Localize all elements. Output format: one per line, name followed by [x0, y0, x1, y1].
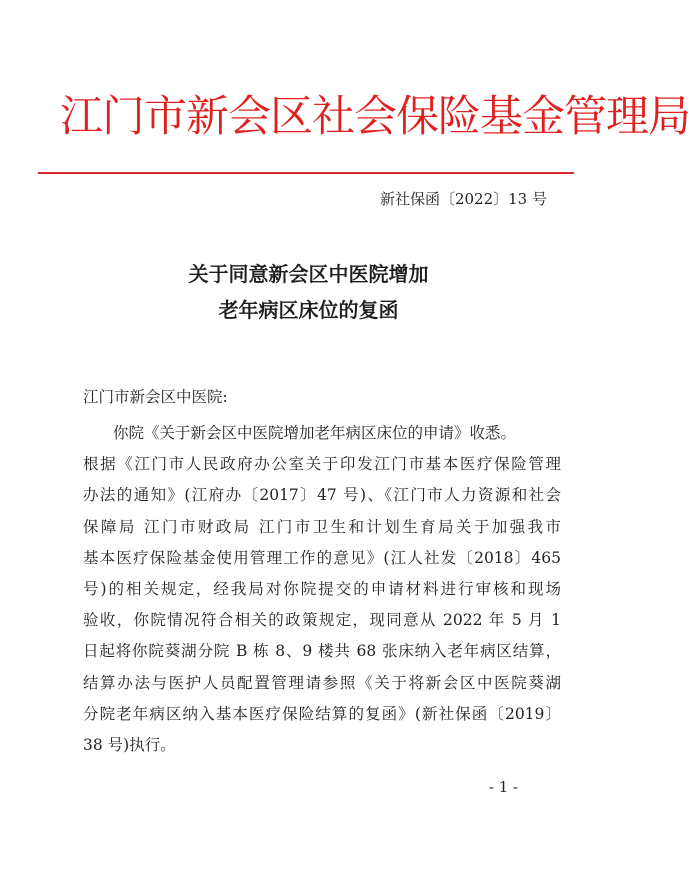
- body-line: 日起将你院葵湖分院 B 栋 8、9 楼共 68 张床纳入老年病区结算，: [83, 642, 561, 661]
- body-line: 保障局 江门市财政局 江门市卫生和计划生育局关于加强我市: [83, 517, 561, 536]
- document-number: 新社保函〔2022〕13 号: [379, 190, 547, 208]
- body-line: 分院老年病区纳入基本医疗保险结算的复函》(新社保函〔2019〕: [83, 704, 561, 723]
- agency-masthead: 江门市新会区社会保险基金管理局: [60, 92, 690, 142]
- document-title: [0, 256, 617, 328]
- red-divider-rule: [38, 172, 574, 174]
- letter-body: [83, 418, 561, 761]
- body-line: 38 号)执行。: [83, 735, 176, 754]
- body-line: 基本医疗保险基金使用管理工作的意见》(江人社发〔2018〕465: [83, 548, 561, 567]
- body-line: 你院《关于新会区中医院增加老年病区床位的申请》收悉。: [113, 424, 517, 442]
- body-line: 结算办法与医护人员配置管理请参照《关于将新会区中医院葵湖: [83, 673, 561, 692]
- body-line: 办法的通知》(江府办〔2017〕47 号)、《江门市人力资源和社会: [83, 486, 561, 505]
- title-line-1: 关于同意新会区中医院增加: [188, 262, 429, 286]
- page-number: - 1 -: [488, 778, 519, 796]
- body-line: 验收，你院情况符合相关的政策规定，现同意从 2022 年 5 月 1: [83, 611, 561, 630]
- body-line: 根据《江门市人民政府办公室关于印发江门市基本医疗保险管理: [83, 455, 561, 474]
- body-line: 号)的相关规定，经我局对你院提交的申请材料进行审核和现场: [83, 579, 561, 598]
- title-line-2: 老年病区床位的复函: [218, 298, 399, 322]
- salutation: 江门市新会区中医院:: [83, 388, 228, 406]
